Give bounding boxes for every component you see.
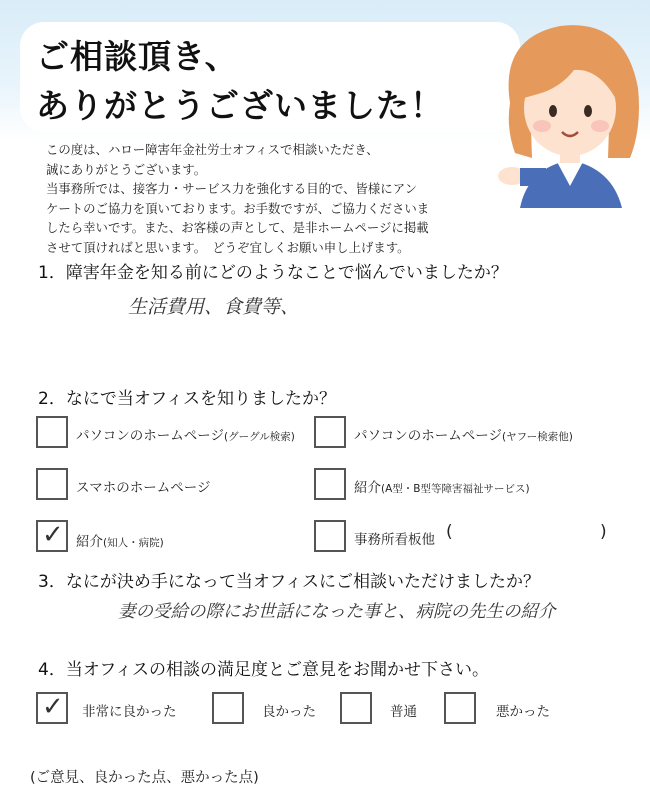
answer-1: 生活費用、食費等、	[128, 296, 300, 318]
paren-open: (	[446, 522, 453, 542]
question-4: 4．当オフィスの相談の満足度とご意見をお聞かせ下さい。	[38, 660, 489, 680]
checkbox-referral-acquaintance[interactable]	[36, 520, 68, 552]
checkbox-average[interactable]	[340, 692, 372, 724]
option-very-good: 非常に良かった	[82, 704, 177, 720]
checkbox-good[interactable]	[212, 692, 244, 724]
check-mark-icon: ✓	[42, 520, 64, 550]
page-title	[36, 32, 444, 130]
title-line-1: ご相談頂き、	[36, 37, 239, 76]
checkbox-referral-welfare[interactable]	[314, 468, 346, 500]
option-referral-welfare: 紹介(A型・B型等障害福祉サービス)	[354, 480, 530, 496]
checkbox-very-good[interactable]	[36, 692, 68, 724]
question-3: 3．なにが決め手になって当オフィスにご相談いただけましたか？	[38, 572, 540, 592]
comments-label: (ご意見、良かった点、悪かった点)	[30, 770, 259, 786]
checkbox-pc-google[interactable]	[36, 416, 68, 448]
intro-line: ケートのご協力を頂いております。お手数ですが、ご協力くださいま	[46, 200, 430, 216]
intro-line: 誠にありがとうございます。	[46, 161, 207, 177]
title-line-2: ありがとうございました！	[36, 86, 444, 125]
option-referral-acquaintance: 紹介(知人・病院)	[76, 534, 164, 550]
answer-3: 妻の受給の際にお世話になった事と、病院の先生の紹介	[118, 602, 556, 622]
intro-line: この度は、ハロー障害年金社労士オフィスで相談いただき、	[46, 142, 379, 157]
checkbox-office-sign[interactable]	[314, 520, 346, 552]
option-office-sign: 事務所看板他	[354, 532, 435, 548]
option-average: 普通	[390, 704, 417, 720]
question-1: 1．障害年金を知る前にどのようなことで悩んでいましたか？	[38, 263, 508, 283]
intro-line: 当事務所では、接客力・サービス力を強化する目的で、皆様にアン	[46, 181, 417, 197]
intro-text	[46, 140, 516, 258]
checkbox-smartphone[interactable]	[36, 468, 68, 500]
option-bad: 悪かった	[496, 704, 550, 720]
question-2: 2．なにで当オフィスを知りましたか？	[38, 389, 336, 409]
option-pc-yahoo: パソコンのホームページ(ヤフー検索他)	[354, 428, 573, 444]
intro-line: させて頂ければと思います。 どうぞ宜しくお願い申し上げます。	[46, 239, 410, 255]
option-pc-google: パソコンのホームページ(グーグル検索)	[76, 428, 295, 444]
intro-line: したら幸いです。また、お客様の声として、是非ホームページに掲載	[46, 220, 429, 236]
option-good: 良かった	[262, 704, 316, 720]
option-smartphone: スマホのホームページ	[76, 480, 211, 496]
check-mark-icon: ✓	[42, 692, 64, 722]
checkbox-pc-yahoo[interactable]	[314, 416, 346, 448]
paren-close: )	[600, 522, 607, 542]
checkbox-bad[interactable]	[444, 692, 476, 724]
